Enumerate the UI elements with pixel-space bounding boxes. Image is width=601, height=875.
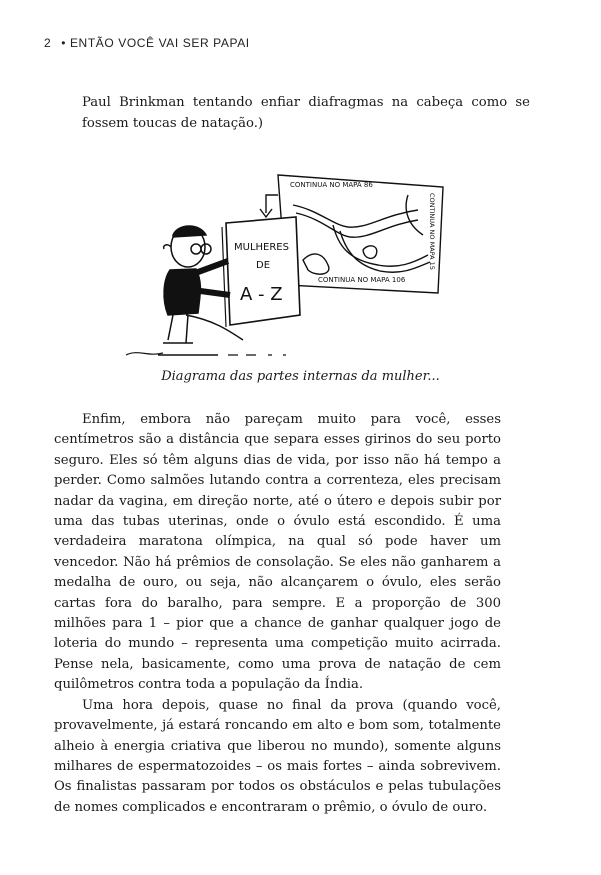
figure-caption: Diagrama das partes internas da mulher... [161, 369, 440, 384]
book-title-line-1: MULHERES [234, 242, 289, 253]
book-title-line-3: A - Z [240, 284, 283, 305]
map-label-top: CONTINUA NO MAPA 86 [290, 181, 373, 189]
paragraph: Enfim, embora não pareçam muito para você, esses centímetros são a distância que separa esses girinos do seu porto seguro. Eles só têm alguns dias de vida, por isso não há tempo a perder. Como salmões lutando contra a correnteza, eles precisam nadar da vagina, em direção norte, até o útero e depois subir por uma das tubas uterinas, onde o óvulo está escondido. É uma verdadeira maratona olímpica, na qual só pode haver um vencedor. Não há prêmios de consolação. Se eles não ganharem a medalha de ouro, ou seja, não alcançarem o óvulo, eles serão cartas fora do baralho, para sempre. E a proporção de 300 milhões para 1 – pior que a chance de ganhar qualquer jogo de loteria do mundo – representa uma competição muito acirrada. Pense nela, basicamente, como uma prova de natação de cem quilômetros contra toda a população da Índia. [54, 412, 501, 693]
intro-text: Paul Brinkman tentando enfiar diafragmas na cabeça como se fossem toucas de natação.) [82, 95, 530, 131]
body-text [54, 410, 501, 818]
book-cover [222, 217, 300, 327]
map-label-bottom: CONTINUA NO MAPA 106 [318, 276, 406, 284]
book-title-line-2: DE [256, 260, 271, 271]
page-number: 2 [44, 36, 52, 50]
arrow-icon [260, 195, 278, 217]
map-label-right: CONTINUA NO MAPA 15 [428, 193, 436, 270]
running-header [44, 36, 250, 50]
paragraph: Uma hora depois, quase no final da prova (quando você, provavelmente, já estará roncando em alto e bom som, totalmente alheio à energia criativa que liberou no mundo), somente alguns milhares de espermatozoides – os mais fortes – ainda sobrevivem. Os finalistas passaram por todos os obstáculos e pelas tubulações de nomes complicados e encontraram o prêmio, o óvulo de ouro. [54, 697, 501, 815]
cartoon-illustration [118, 165, 458, 365]
running-title: • ENTÃO VOCÊ VAI SER PAPAI [61, 36, 250, 50]
